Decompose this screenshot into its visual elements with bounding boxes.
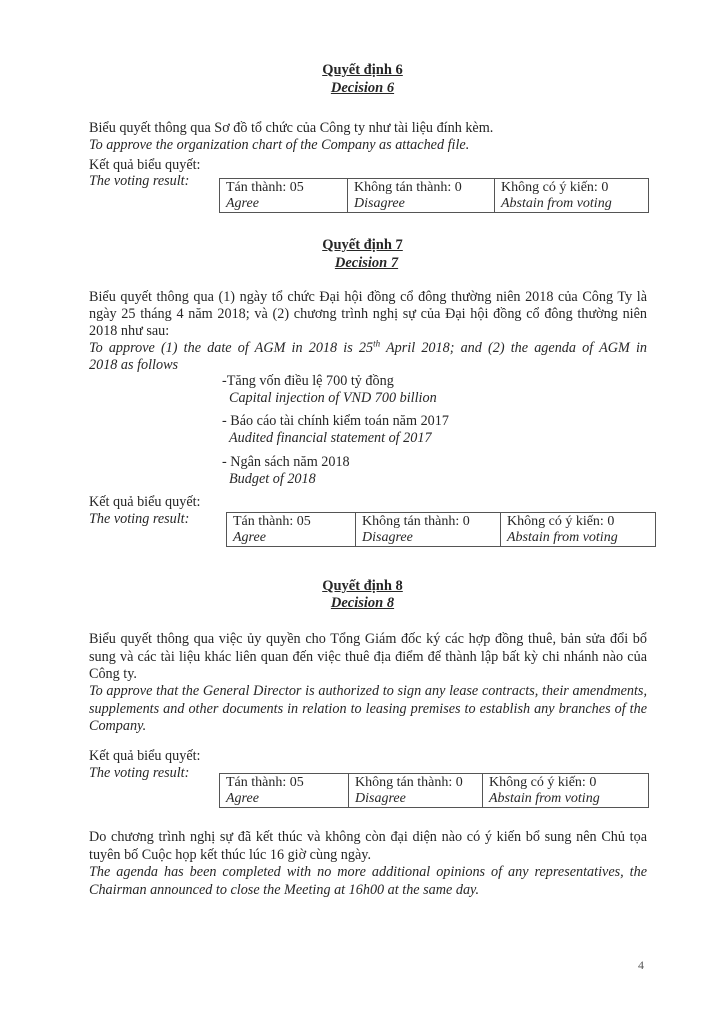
decision-7-title-vi: Quyết định 7 xyxy=(322,237,403,253)
decision-6-body-vi: Biểu quyết thông qua Sơ đồ tổ chức của Công ty như tài liệu đính kèm. xyxy=(89,120,494,136)
vote-cell-disagree xyxy=(348,179,495,213)
vote-abstain-vi: Không có ý kiến: 0 xyxy=(507,514,615,529)
text: April 2018; and (2) the agenda of AGM in xyxy=(380,340,647,356)
vote-disagree-vi: Không tán thành: 0 xyxy=(355,775,463,790)
decision-8-result-label-vi: Kết quả biểu quyết: xyxy=(89,748,201,764)
decision-8-title-en: Decision 8 xyxy=(330,595,395,611)
vote-abstain-en: Abstain from voting xyxy=(489,791,600,806)
decision-6-title-en: Decision 6 xyxy=(330,80,395,96)
vote-agree-en: Agree xyxy=(233,530,266,545)
vote-cell-abstain xyxy=(483,774,649,808)
decision-8-body-vi: Biểu quyết thông qua việc ủy quyền cho Tổng Giám đốc ký các hợp đồng thuê, bản sửa đổi bổ sung và các tài liệu khác liên quan đến việc thuê địa điểm để thành lập bất kỳ chi nhánh nào của Công ty. xyxy=(89,631,647,682)
vote-agree-en: Agree xyxy=(226,791,259,806)
agenda-item-1-vi: -Tăng vốn điều lệ 700 tỷ đồng xyxy=(222,373,394,389)
text: ngày 25 tháng 4 năm 2018; và (2) chương trình nghị sự của Đại hội đồng cổ đông thường niên xyxy=(89,306,647,322)
vote-agree-en: Agree xyxy=(226,196,259,211)
decision-7-body-vi-line-1 xyxy=(89,289,647,306)
vote-cell-agree xyxy=(220,774,349,808)
vote-disagree-en: Disagree xyxy=(354,196,405,211)
vote-cell-agree xyxy=(227,513,356,547)
closing-statement-vi: Do chương trình nghị sự đã kết thúc và không còn đại diện nào có ý kiến bổ sung nên Chủ tọa tuyên bố Cuộc họp kết thúc lúc 16 giờ cùng ngày. xyxy=(89,829,647,863)
decision-8-body-en: To approve that the General Director is authorized to sign any lease contracts, their amendments, supplements and other documents in relation to leasing premises to establish any branches of the Company. xyxy=(89,683,647,734)
agenda-item-2-en: Audited financial statement of 2017 xyxy=(229,430,432,446)
vote-cell-agree xyxy=(220,179,348,213)
decision-7-body-en-line-2: 2018 as follows xyxy=(89,357,179,373)
vote-agree-vi: Tán thành: 05 xyxy=(233,514,311,529)
decision-6-result-label-vi: Kết quả biểu quyết: xyxy=(89,157,201,173)
decision-7-result-label-en: The voting result: xyxy=(89,511,190,527)
vote-abstain-vi: Không có ý kiến: 0 xyxy=(489,775,597,790)
agenda-item-1-en: Capital injection of VND 700 billion xyxy=(229,390,437,406)
vote-disagree-en: Disagree xyxy=(362,530,413,545)
vote-cell-abstain xyxy=(495,179,649,213)
agenda-item-2-vi: - Báo cáo tài chính kiểm toán năm 2017 xyxy=(222,413,449,429)
decision-8-vote-table xyxy=(219,773,649,808)
vote-abstain-en: Abstain from voting xyxy=(501,196,612,211)
vote-agree-vi: Tán thành: 05 xyxy=(226,180,304,195)
decision-6-vote-table xyxy=(219,178,649,213)
vote-disagree-en: Disagree xyxy=(355,791,406,806)
decision-7-body-en-line-1 xyxy=(89,340,647,357)
vote-abstain-en: Abstain from voting xyxy=(507,530,618,545)
decision-7-body-vi-line-2 xyxy=(89,306,647,323)
decision-8-title-vi: Quyết định 8 xyxy=(322,578,403,594)
agenda-item-3-en: Budget of 2018 xyxy=(229,471,316,487)
vote-disagree-vi: Không tán thành: 0 xyxy=(354,180,462,195)
text: To approve (1) the date of AGM in 2018 is 25 xyxy=(89,340,374,356)
decision-7-title-en: Decision 7 xyxy=(334,255,399,271)
decision-7-vote-table xyxy=(226,512,656,547)
decision-6-result-label-en: The voting result: xyxy=(89,173,190,189)
page-number: 4 xyxy=(638,958,644,972)
decision-6-title-vi: Quyết định 6 xyxy=(322,62,403,78)
vote-cell-disagree xyxy=(349,774,483,808)
decision-7-result-label-vi: Kết quả biểu quyết: xyxy=(89,494,201,510)
decision-6-body-en: To approve the organization chart of the Company as attached file. xyxy=(89,137,470,153)
closing-statement-en: The agenda has been completed with no more additional opinions of any representatives, the Chairman announced to close the Meeting at 16h00 at the same day. xyxy=(89,864,647,898)
decision-7-body-vi-line-3: 2018 như sau: xyxy=(89,323,170,339)
agenda-item-3-vi: - Ngân sách năm 2018 xyxy=(222,454,350,470)
vote-cell-abstain xyxy=(501,513,656,547)
vote-disagree-vi: Không tán thành: 0 xyxy=(362,514,470,529)
superscript: th xyxy=(373,338,381,349)
vote-cell-disagree xyxy=(356,513,501,547)
vote-abstain-vi: Không có ý kiến: 0 xyxy=(501,180,609,195)
decision-8-result-label-en: The voting result: xyxy=(89,765,190,781)
text: Biểu quyết thông qua (1) ngày tổ chức Đại hội đồng cổ đông thường niên 2018 của Công Ty là xyxy=(89,289,647,305)
vote-agree-vi: Tán thành: 05 xyxy=(226,775,304,790)
